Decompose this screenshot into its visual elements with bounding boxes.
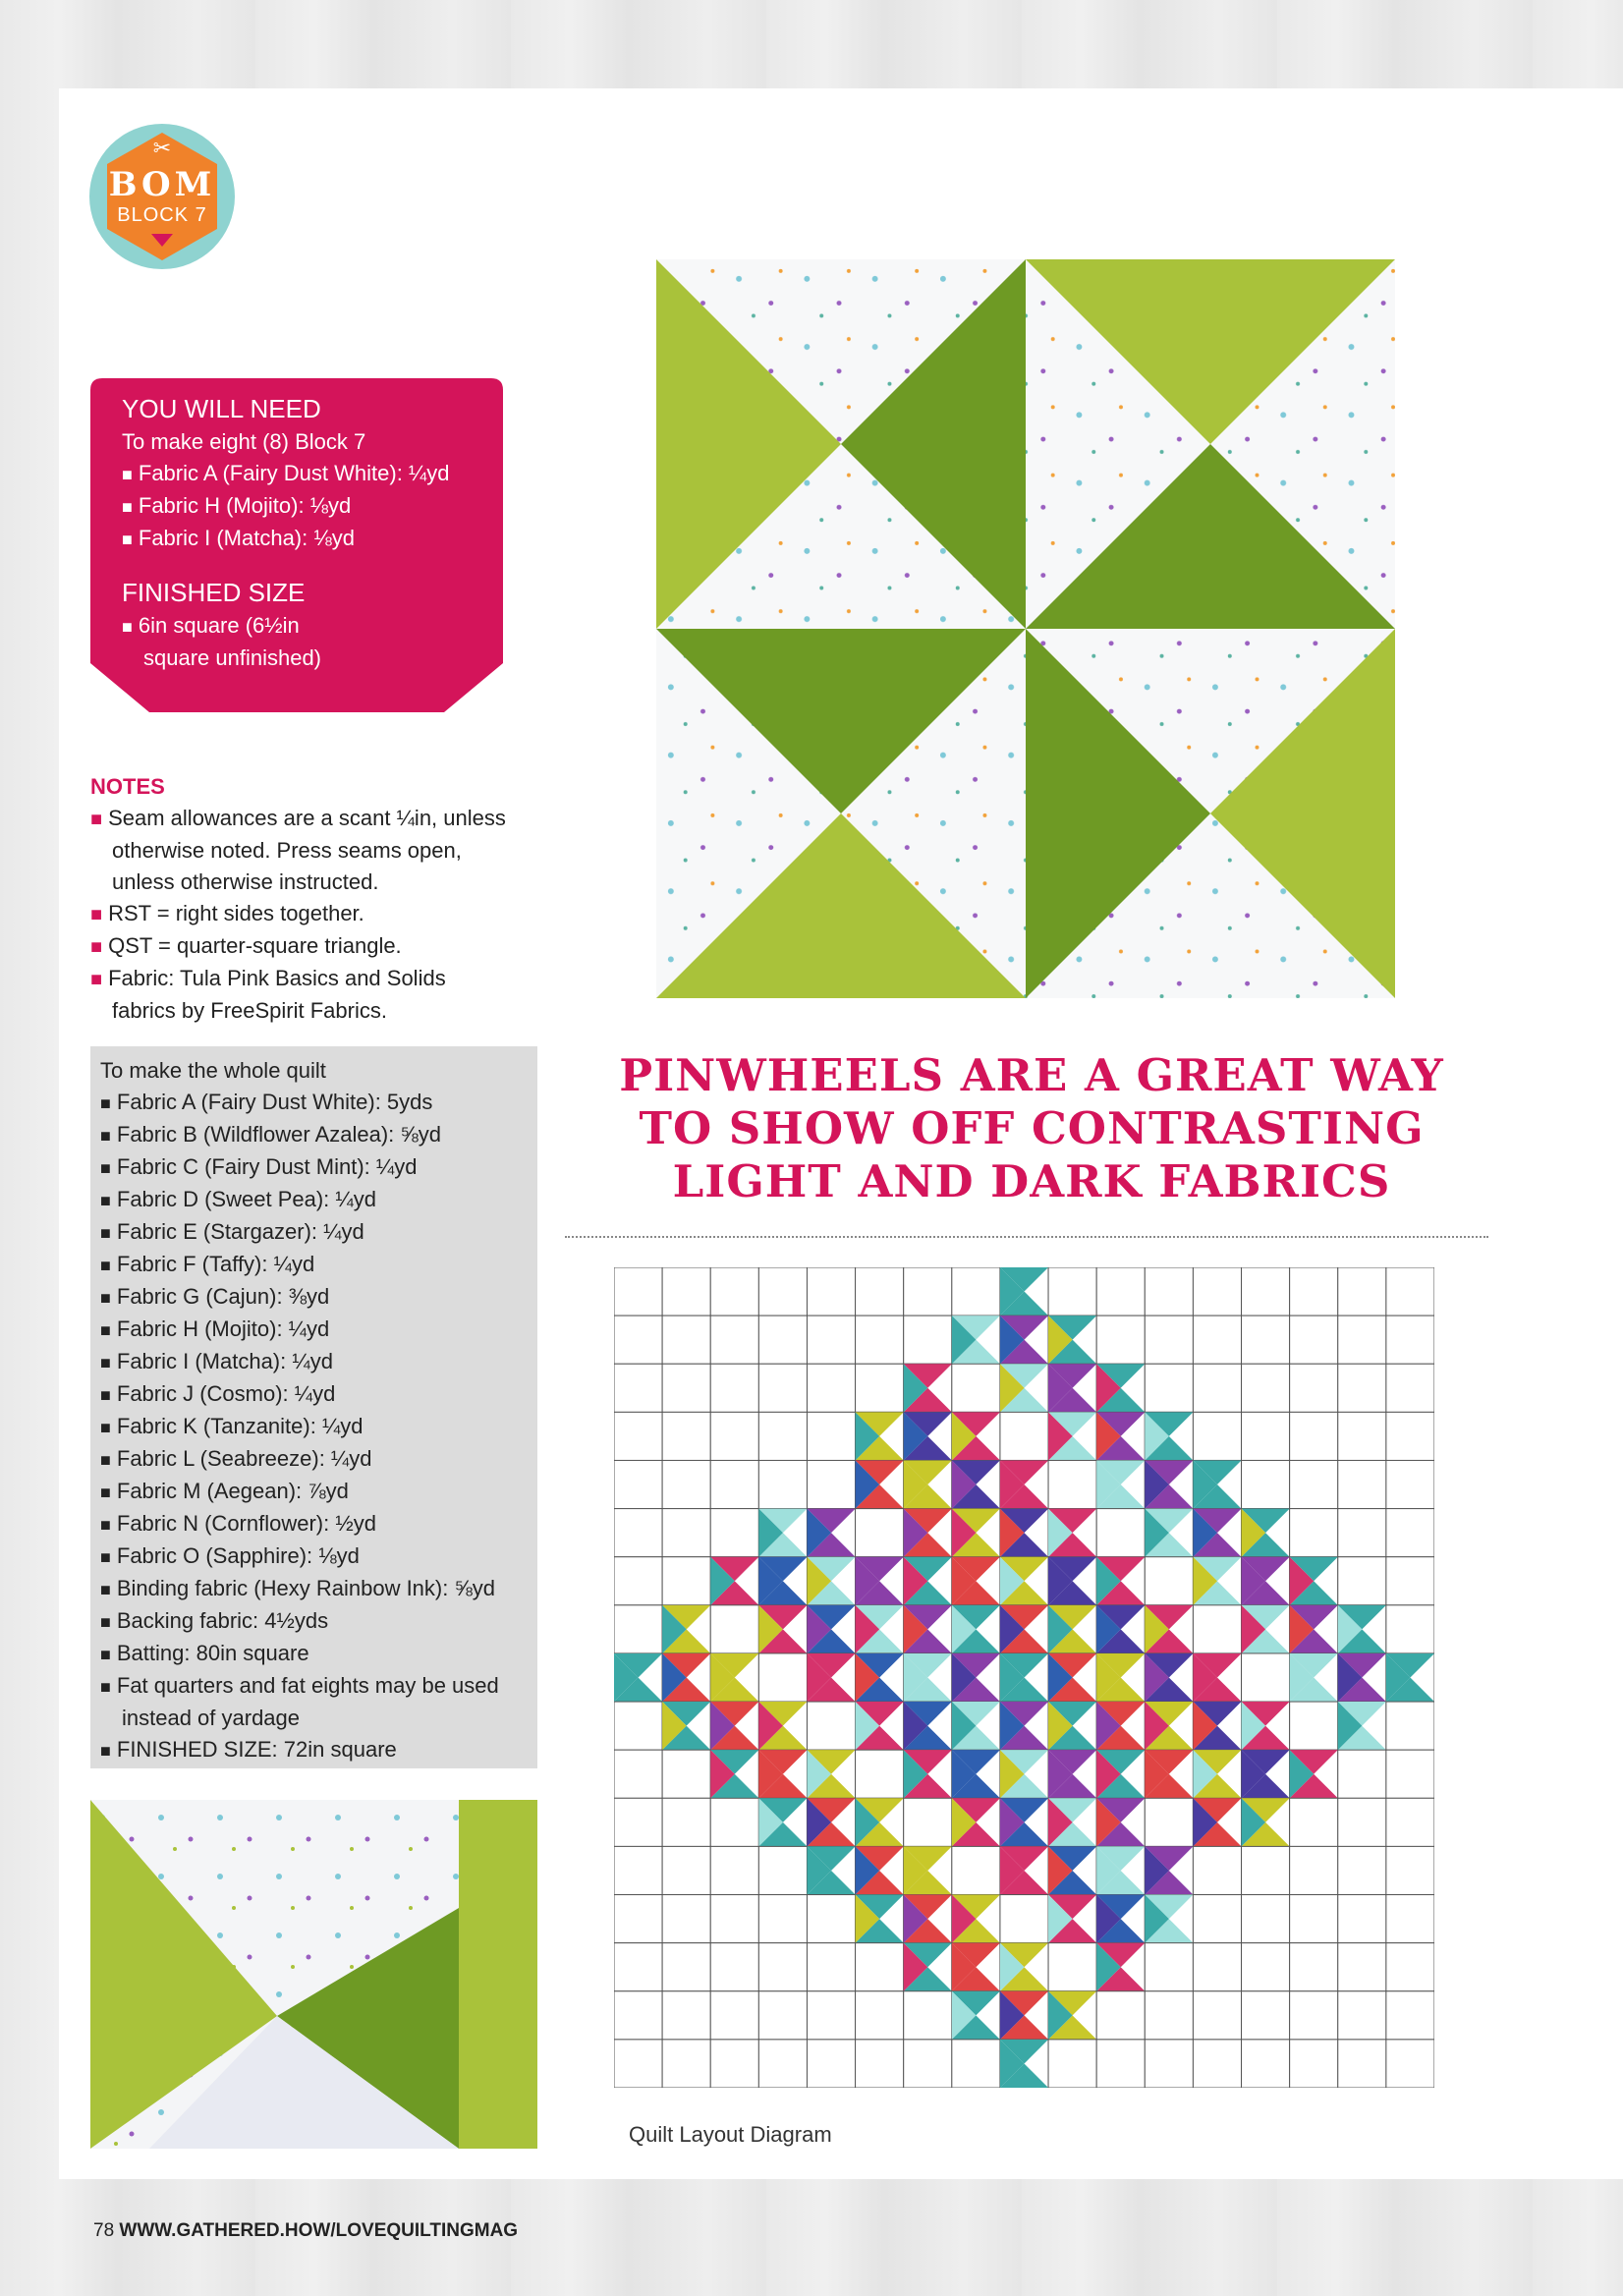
finished-size-line1: ■ 6in square (6½in — [122, 610, 495, 643]
diagram-background-cell — [952, 1267, 1000, 1316]
notes-title: NOTES — [90, 774, 165, 799]
diagram-background-cell — [952, 2040, 1000, 2088]
diagram-background-cell — [1386, 1895, 1434, 1943]
diagram-background-cell — [710, 1364, 758, 1412]
diagram-background-cell — [1096, 1316, 1145, 1364]
diagram-background-cell — [1242, 1412, 1290, 1460]
diagram-background-cell — [1193, 1846, 1241, 1894]
diagram-background-cell — [614, 1991, 662, 2040]
bullet-icon: ■ — [90, 936, 103, 958]
diagram-background-cell — [807, 1412, 855, 1460]
diagram-background-cell — [1338, 1509, 1386, 1557]
diagram-background-cell — [1193, 2040, 1241, 2088]
quilt-item: ■ Fabric F (Taffy): ¼yd — [100, 1249, 532, 1281]
diagram-background-cell — [952, 1364, 1000, 1412]
diagram-background-cell — [1193, 1364, 1241, 1412]
diagram-background-cell — [1193, 1895, 1241, 1943]
quilt-item: ■ Fabric E (Stargazer): ¼yd — [100, 1216, 532, 1249]
diagram-background-cell — [1242, 1895, 1290, 1943]
quilt-item: ■ Fabric L (Seabreeze): ¼yd — [100, 1443, 532, 1476]
diagram-background-cell — [1145, 2040, 1193, 2088]
diagram-background-cell — [1145, 1798, 1193, 1846]
diagram-background-cell — [662, 1846, 710, 1894]
quilt-layout-diagram — [614, 1267, 1434, 2088]
notes-section — [90, 771, 552, 1027]
diagram-background-cell — [1338, 1798, 1386, 1846]
diagram-background-cell — [1242, 1364, 1290, 1412]
diagram-background-cell — [807, 1364, 855, 1412]
diagram-background-cell — [614, 1750, 662, 1798]
diagram-background-cell — [904, 1991, 952, 2040]
diagram-background-cell — [1338, 1557, 1386, 1605]
diagram-background-cell — [1338, 1943, 1386, 1991]
diagram-background-cell — [614, 2040, 662, 2088]
diagram-background-cell — [662, 1557, 710, 1605]
quilt-item: instead of yardage — [122, 1706, 301, 1730]
finished-size-line2: square unfinished) — [143, 645, 322, 670]
note-line: fabrics by FreeSpirit Fabrics. — [112, 998, 387, 1023]
diagram-background-cell — [856, 1267, 904, 1316]
page-number: 78 — [93, 2220, 115, 2241]
diagram-background-cell — [1386, 1750, 1434, 1798]
quilt-item: ■ Backing fabric: 4½yds — [100, 1605, 532, 1638]
closeup-photo — [90, 1800, 537, 2149]
diagram-background-cell — [1290, 1991, 1338, 2040]
quilt-item: ■ Fabric N (Cornflower): ½yd — [100, 1508, 532, 1540]
diagram-background-cell — [1242, 1846, 1290, 1894]
diagram-background-cell — [807, 1991, 855, 2040]
diagram-background-cell — [614, 1798, 662, 1846]
diagram-background-cell — [1242, 1991, 1290, 2040]
diagram-background-cell — [1242, 1943, 1290, 1991]
diagram-background-cell — [1386, 1702, 1434, 1750]
diagram-background-cell — [710, 1605, 758, 1653]
bullet-icon: ■ — [90, 969, 103, 990]
diagram-background-cell — [614, 1702, 662, 1750]
finished-size-title: FINISHED SIZE — [122, 578, 306, 607]
diagram-background-cell — [1048, 2040, 1096, 2088]
headline-line: LIGHT AND DARK FABRICS — [672, 1155, 1391, 1207]
diagram-background-cell — [662, 1267, 710, 1316]
diagram-background-cell — [1290, 1798, 1338, 1846]
diagram-background-cell — [710, 1412, 758, 1460]
quilt-item: ■ Batting: 80in square — [100, 1638, 532, 1670]
diagram-background-cell — [1338, 1846, 1386, 1894]
diagram-background-cell — [807, 1460, 855, 1508]
diagram-background-cell — [614, 1412, 662, 1460]
diagram-background-cell — [710, 1798, 758, 1846]
block-photo — [656, 255, 1395, 1002]
diagram-background-cell — [1096, 1267, 1145, 1316]
quilt-item: ■ Fabric M (Aegean): ⅞yd — [100, 1476, 532, 1508]
quilt-item: ■ Fat quarters and fat eights may be used — [100, 1670, 532, 1703]
diagram-background-cell — [758, 1316, 807, 1364]
diagram-background-cell — [1242, 1316, 1290, 1364]
footer-url[interactable]: WWW.GATHERED.HOW/LOVEQUILTINGMAG — [119, 2220, 519, 2241]
diagram-background-cell — [1048, 1267, 1096, 1316]
diagram-background-cell — [1290, 2040, 1338, 2088]
diagram-background-cell — [614, 1316, 662, 1364]
quilt-item: ■ Fabric O (Sapphire): ⅛yd — [100, 1540, 532, 1573]
quilt-item: ■ Binding fabric (Hexy Rainbow Ink): ⅝yd — [100, 1573, 532, 1605]
diagram-background-cell — [758, 2040, 807, 2088]
diagram-background-cell — [758, 1267, 807, 1316]
diagram-background-cell — [1145, 1316, 1193, 1364]
diagram-background-cell — [662, 1798, 710, 1846]
diagram-background-cell — [662, 1943, 710, 1991]
diagram-background-cell — [614, 1364, 662, 1412]
diagram-background-cell — [807, 1267, 855, 1316]
note-line: RST = right sides together. — [108, 901, 364, 925]
diagram-background-cell — [1290, 1412, 1338, 1460]
diagram-background-cell — [662, 1364, 710, 1412]
diagram-background-cell — [1290, 1943, 1338, 1991]
diagram-background-cell — [758, 1364, 807, 1412]
diagram-background-cell — [1145, 1267, 1193, 1316]
diagram-background-cell — [856, 1943, 904, 1991]
diagram-background-cell — [1386, 1316, 1434, 1364]
diagram-background-cell — [710, 1460, 758, 1508]
diagram-background-cell — [1290, 1267, 1338, 1316]
diagram-background-cell — [1048, 1943, 1096, 1991]
diagram-background-cell — [807, 1943, 855, 1991]
headline-line: TO SHOW OFF CONTRASTING — [639, 1102, 1425, 1154]
diagram-caption: Quilt Layout Diagram — [629, 2122, 832, 2147]
diagram-background-cell — [758, 1460, 807, 1508]
headline-line: PINWHEELS ARE A GREAT WAY — [619, 1049, 1444, 1101]
diagram-background-cell — [1386, 1943, 1434, 1991]
diagram-background-cell — [1000, 1895, 1048, 1943]
diagram-background-cell — [1290, 1702, 1338, 1750]
you-will-need-text — [122, 393, 495, 674]
diagram-background-cell — [1338, 1364, 1386, 1412]
diagram-background-cell — [807, 1895, 855, 1943]
diagram-background-cell — [662, 1460, 710, 1508]
note-line: otherwise noted. Press seams open, — [112, 838, 462, 863]
diagram-background-cell — [1242, 1267, 1290, 1316]
need-item: ■ Fabric H (Mojito): ⅛yd — [122, 490, 495, 523]
diagram-background-cell — [1145, 1943, 1193, 1991]
diagram-background-cell — [710, 1316, 758, 1364]
diagram-background-cell — [904, 1267, 952, 1316]
diagram-background-cell — [1386, 1798, 1434, 1846]
diagram-background-cell — [1096, 2040, 1145, 2088]
diagram-background-cell — [1386, 1846, 1434, 1894]
diagram-background-cell — [1338, 1267, 1386, 1316]
diagram-background-cell — [614, 1509, 662, 1557]
quilt-item: ■ FINISHED SIZE: 72in square — [100, 1734, 532, 1766]
diagram-background-cell — [856, 2040, 904, 2088]
diagram-background-cell — [758, 1895, 807, 1943]
diagram-background-cell — [1193, 1412, 1241, 1460]
diagram-background-cell — [758, 1412, 807, 1460]
diagram-background-cell — [856, 1364, 904, 1412]
diagram-background-cell — [1338, 1750, 1386, 1798]
diagram-background-cell — [1338, 1895, 1386, 1943]
quilt-item: ■ Fabric H (Mojito): ¼yd — [100, 1314, 532, 1346]
whole-quilt-title: To make the whole quilt — [100, 1058, 326, 1083]
diagram-background-cell — [856, 1750, 904, 1798]
diagram-background-cell — [807, 1316, 855, 1364]
diagram-background-cell — [1290, 1460, 1338, 1508]
diagram-background-cell — [1338, 1460, 1386, 1508]
diagram-background-cell — [662, 1991, 710, 2040]
diagram-background-cell — [1338, 1316, 1386, 1364]
diagram-background-cell — [904, 1798, 952, 1846]
diagram-background-cell — [1386, 1267, 1434, 1316]
diagram-background-cell — [662, 2040, 710, 2088]
diagram-background-cell — [710, 2040, 758, 2088]
diagram-background-cell — [1242, 1460, 1290, 1508]
diagram-background-cell — [1290, 1316, 1338, 1364]
bullet-icon: ■ — [90, 904, 103, 925]
quilt-item: ■ Fabric C (Fairy Dust Mint): ¼yd — [100, 1151, 532, 1184]
diagram-background-cell — [1193, 1605, 1241, 1653]
footer — [93, 2220, 518, 2242]
diagram-background-cell — [807, 2040, 855, 2088]
diagram-background-cell — [662, 1750, 710, 1798]
diagram-background-cell — [614, 1557, 662, 1605]
diagram-background-cell — [1193, 1943, 1241, 1991]
diagram-background-cell — [1386, 1605, 1434, 1653]
quilt-item: ■ Fabric I (Matcha): ¼yd — [100, 1346, 532, 1378]
need-item: ■ Fabric I (Matcha): ⅛yd — [122, 523, 495, 555]
diagram-background-cell — [952, 1846, 1000, 1894]
diagram-background-cell — [856, 1509, 904, 1557]
diagram-background-cell — [614, 1846, 662, 1894]
note-line: unless otherwise instructed. — [112, 869, 379, 894]
diagram-background-cell — [614, 1943, 662, 1991]
note-line: Fabric: Tula Pink Basics and Solids — [108, 966, 446, 990]
diagram-background-cell — [662, 1412, 710, 1460]
quilt-item: ■ Fabric A (Fairy Dust White): 5yds — [100, 1087, 532, 1119]
quilt-item: ■ Fabric G (Cajun): ⅜yd — [100, 1281, 532, 1314]
diagram-background-cell — [1386, 1364, 1434, 1412]
diagram-background-cell — [614, 1895, 662, 1943]
whole-quilt-list — [100, 1055, 532, 1766]
diagram-background-cell — [1242, 2040, 1290, 2088]
diagram-background-cell — [710, 1267, 758, 1316]
diagram-background-cell — [614, 1605, 662, 1653]
quilt-item: ■ Fabric D (Sweet Pea): ¼yd — [100, 1184, 532, 1216]
need-item: ■ Fabric A (Fairy Dust White): ¼yd — [122, 458, 495, 490]
you-will-need-title: YOU WILL NEED — [122, 394, 321, 423]
diagram-background-cell — [1193, 1991, 1241, 2040]
quilt-item: ■ Fabric B (Wildflower Azalea): ⅝yd — [100, 1119, 532, 1151]
diagram-background-cell — [662, 1316, 710, 1364]
diagram-background-cell — [1242, 1653, 1290, 1702]
diagram-background-cell — [758, 1991, 807, 2040]
diagram-background-cell — [1048, 1460, 1096, 1508]
diagram-background-cell — [1386, 2040, 1434, 2088]
note-line: QST = quarter-square triangle. — [108, 933, 402, 958]
diagram-background-cell — [662, 1509, 710, 1557]
diagram-background-cell — [710, 1943, 758, 1991]
diagram-background-cell — [710, 1895, 758, 1943]
diagram-background-cell — [1193, 1267, 1241, 1316]
diagram-background-cell — [1386, 1991, 1434, 2040]
scissors-icon: ✂ — [152, 136, 172, 160]
diagram-background-cell — [856, 1991, 904, 2040]
diagram-background-cell — [662, 1895, 710, 1943]
bullet-icon: ■ — [90, 809, 103, 830]
diagram-background-cell — [1338, 2040, 1386, 2088]
diagram-background-cell — [1290, 1846, 1338, 1894]
diagram-background-cell — [1290, 1895, 1338, 1943]
diagram-background-cell — [1386, 1460, 1434, 1508]
diagram-background-cell — [1386, 1412, 1434, 1460]
diagram-background-cell — [1290, 1509, 1338, 1557]
diagram-background-cell — [856, 1316, 904, 1364]
diagram-background-cell — [710, 1846, 758, 1894]
headline — [599, 1049, 1464, 1208]
diagram-background-cell — [614, 1267, 662, 1316]
diagram-background-cell — [1145, 1991, 1193, 2040]
diagram-background-cell — [904, 1316, 952, 1364]
diagram-background-cell — [758, 1943, 807, 1991]
badge-block: BLOCK 7 — [117, 204, 207, 226]
diagram-background-cell — [904, 2040, 952, 2088]
diagram-background-cell — [710, 1509, 758, 1557]
diagram-background-cell — [1386, 1557, 1434, 1605]
diagram-background-cell — [1338, 1412, 1386, 1460]
quilt-item: ■ Fabric K (Tanzanite): ¼yd — [100, 1411, 532, 1443]
diagram-background-cell — [1193, 1316, 1241, 1364]
quilt-item: ■ Fabric J (Cosmo): ¼yd — [100, 1378, 532, 1411]
note-line: Seam allowances are a scant ¼in, unless — [108, 806, 506, 830]
diagram-background-cell — [1338, 1991, 1386, 2040]
diagram-background-cell — [758, 1846, 807, 1894]
diagram-background-cell — [1096, 1509, 1145, 1557]
diagram-background-cell — [1290, 1364, 1338, 1412]
diagram-background-cell — [1386, 1509, 1434, 1557]
diagram-background-cell — [807, 1702, 855, 1750]
diagram-background-cell — [1000, 1412, 1048, 1460]
you-will-need-subtitle: To make eight (8) Block 7 — [122, 429, 366, 454]
diagram-background-cell — [758, 1653, 807, 1702]
diagram-background-cell — [614, 1460, 662, 1508]
diagram-background-cell — [710, 1991, 758, 2040]
diagram-background-cell — [1145, 1364, 1193, 1412]
diagram-background-cell — [1096, 1991, 1145, 2040]
badge-bom: BOM — [108, 165, 216, 204]
diagram-background-cell — [1145, 1557, 1193, 1605]
divider — [565, 1236, 1488, 1238]
